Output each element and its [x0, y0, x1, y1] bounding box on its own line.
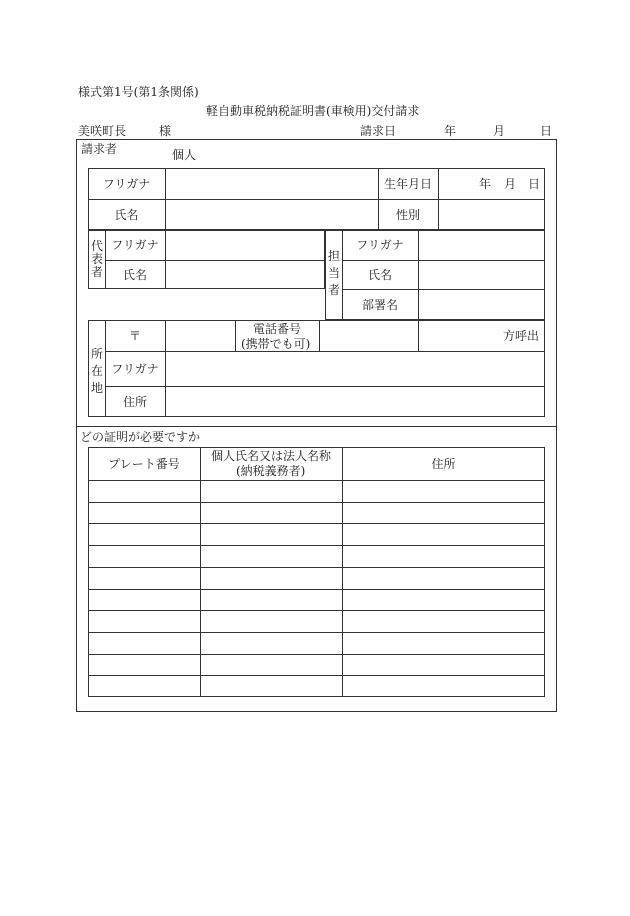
taxpayer-address-input[interactable] [343, 655, 544, 676]
contact-furigana-label: フリガナ [356, 238, 404, 252]
birthdate-input[interactable] [439, 169, 544, 199]
taxpayer-name-input[interactable] [201, 568, 342, 589]
taxpayer-address-input[interactable] [343, 481, 544, 502]
certificate-question: どの証明が必要ですか [80, 430, 201, 444]
birth-year-label: 年 [479, 177, 492, 191]
phone-input[interactable] [320, 321, 418, 351]
taxpayer-address-input[interactable] [343, 590, 544, 611]
phone-label: 電話番号 [253, 322, 302, 336]
taxpayer-address-input[interactable] [343, 546, 544, 567]
plate-number-input[interactable] [89, 611, 200, 632]
postal-code-input[interactable] [166, 321, 235, 351]
taxpayer-name-input[interactable] [201, 676, 342, 697]
contact-name-label: 氏名 [367, 267, 392, 282]
address-furigana-input[interactable] [166, 352, 544, 386]
furigana-label: フリガナ [102, 176, 151, 191]
request-date-label: 請求日 [360, 124, 397, 138]
taxpayer-address-input[interactable] [343, 633, 544, 654]
form-title: 軽自動車税納税証明書(車検用)交付請求 [206, 104, 420, 118]
birthdate-label: 生年月日 [383, 176, 432, 191]
request-day-label: 日 [540, 124, 553, 138]
birth-month-label: 月 [504, 177, 517, 191]
furigana-input[interactable] [166, 169, 378, 199]
request-month-label: 月 [493, 124, 506, 138]
name-label: 氏名 [114, 207, 139, 222]
plate-number-input[interactable] [89, 568, 200, 589]
gender-label: 性別 [395, 207, 420, 222]
rep-furigana-input[interactable] [166, 231, 324, 260]
plate-number-input[interactable] [89, 590, 200, 611]
birth-day-label: 日 [528, 177, 541, 191]
col-name-header-note: (納税義務者) [236, 464, 306, 478]
taxpayer-name-input[interactable] [201, 481, 342, 502]
callout-label: 方呼出 [503, 329, 540, 343]
requester-section-label: 請求者 [81, 142, 118, 156]
taxpayer-address-input[interactable] [343, 676, 544, 697]
gender-input[interactable] [439, 200, 544, 230]
honorific: 様 [159, 124, 172, 138]
taxpayer-name-input[interactable] [201, 633, 342, 654]
taxpayer-address-input[interactable] [343, 611, 544, 632]
department-label: 部署名 [361, 297, 398, 312]
name-input[interactable] [166, 200, 378, 230]
plate-number-input[interactable] [89, 546, 200, 567]
section-divider [76, 426, 557, 427]
plate-number-input[interactable] [89, 503, 200, 524]
col-address-header: 住所 [431, 456, 456, 471]
callout-input[interactable] [419, 321, 499, 351]
location-label: 所在地 [90, 347, 103, 395]
representative-label: 代表者 [90, 239, 103, 279]
contact-name-input[interactable] [419, 261, 544, 289]
plate-number-input[interactable] [89, 633, 200, 654]
taxpayer-name-input[interactable] [201, 503, 342, 524]
address-furigana-label: フリガナ [111, 361, 159, 376]
taxpayer-name-input[interactable] [201, 590, 342, 611]
rep-furigana-label: フリガナ [111, 238, 159, 252]
taxpayer-address-input[interactable] [343, 568, 544, 589]
department-input[interactable] [419, 290, 544, 320]
contact-furigana-input[interactable] [419, 231, 544, 260]
request-year-label: 年 [444, 124, 457, 138]
rep-name-input[interactable] [166, 261, 324, 289]
location-col-divider-3 [235, 320, 236, 351]
contact-person-label: 担当者 [327, 249, 340, 297]
taxpayer-address-input[interactable] [343, 503, 544, 524]
taxpayer-name-input[interactable] [201, 655, 342, 676]
col-name-header: 個人氏名又は法人名称 [211, 449, 332, 463]
plate-number-input[interactable] [89, 676, 200, 697]
form-number: 様式第1号(第1条関係) [78, 85, 199, 99]
taxpayer-name-input[interactable] [201, 546, 342, 567]
taxpayer-name-input[interactable] [201, 611, 342, 632]
phone-label-note: (携帯でも可) [241, 337, 311, 351]
addressee: 美咲町長 [78, 124, 127, 138]
plate-number-input[interactable] [89, 655, 200, 676]
rep-name-label: 氏名 [122, 267, 147, 282]
plate-number-input[interactable] [89, 524, 200, 545]
col-plate-header: プレート番号 [108, 456, 180, 471]
individual-label: 個人 [172, 148, 197, 162]
postal-mark: 〒 [128, 328, 141, 343]
taxpayer-name-input[interactable] [201, 524, 342, 545]
address-input[interactable] [166, 387, 544, 417]
taxpayer-address-input[interactable] [343, 524, 544, 545]
plate-number-input[interactable] [89, 481, 200, 502]
address-label: 住所 [122, 394, 147, 409]
